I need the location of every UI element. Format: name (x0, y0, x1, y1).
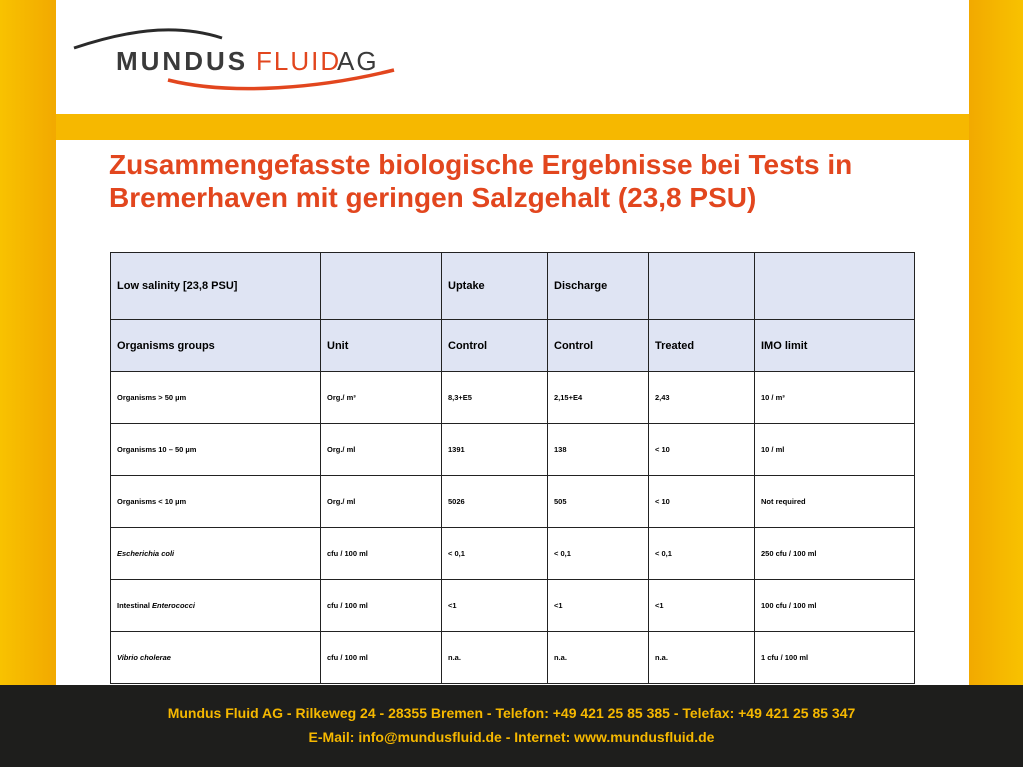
treated-cell: 2,43 (649, 372, 755, 424)
header-cell (649, 253, 755, 320)
organism-group-italic: Enterococci (152, 601, 195, 610)
treated-cell: n.a. (649, 632, 755, 684)
table-row (111, 580, 915, 632)
organism-group-cell (111, 424, 321, 476)
table-row (111, 632, 915, 684)
organism-group-text: Organisms 10 – 50 µm (117, 445, 197, 454)
table-header-row-1 (111, 253, 915, 320)
header-cell: Control (548, 320, 649, 372)
organism-group-cell (111, 372, 321, 424)
organism-group-text: Organisms < 10 µm (117, 497, 187, 506)
left-border (0, 0, 56, 685)
uptake-control-cell: 1391 (442, 424, 548, 476)
imo-limit-cell: 1 cfu / 100 ml (755, 632, 915, 684)
table-row (111, 528, 915, 580)
table-row (111, 476, 915, 528)
treated-cell: < 0,1 (649, 528, 755, 580)
right-border (969, 0, 1023, 685)
uptake-control-cell: <1 (442, 580, 548, 632)
company-logo (72, 22, 402, 98)
organism-group-cell (111, 632, 321, 684)
discharge-control-cell: n.a. (548, 632, 649, 684)
discharge-control-cell: 505 (548, 476, 649, 528)
table-row (111, 424, 915, 476)
header-cell (755, 253, 915, 320)
unit-cell: cfu / 100 ml (321, 580, 442, 632)
imo-limit-cell: 10 / m³ (755, 372, 915, 424)
header-cell: Organisms groups (111, 320, 321, 372)
treated-cell: < 10 (649, 476, 755, 528)
header-cell: Discharge (548, 253, 649, 320)
uptake-control-cell: < 0,1 (442, 528, 548, 580)
unit-cell: cfu / 100 ml (321, 528, 442, 580)
unit-cell: Org./ ml (321, 476, 442, 528)
unit-cell: Org./ ml (321, 424, 442, 476)
footer-contact: E-Mail: info@mundusfluid.de - Internet: www.mundusfluid.de (308, 729, 715, 745)
organism-group-italic: Escherichia coli (117, 549, 175, 558)
discharge-control-cell: 2,15+E4 (548, 372, 649, 424)
imo-limit-cell: 10 / ml (755, 424, 915, 476)
uptake-control-cell: n.a. (442, 632, 548, 684)
table-header-row-2 (111, 320, 915, 372)
organism-group-cell (111, 476, 321, 528)
organism-group-cell (111, 528, 321, 580)
imo-limit-cell: 250 cfu / 100 ml (755, 528, 915, 580)
header-cell: Low salinity [23,8 PSU] (111, 253, 321, 320)
uptake-control-cell: 5026 (442, 476, 548, 528)
header-cell: Treated (649, 320, 755, 372)
treated-cell: < 10 (649, 424, 755, 476)
table-row (111, 372, 915, 424)
unit-cell: Org./ m³ (321, 372, 442, 424)
contact-footer (0, 685, 1023, 767)
header-cell: Uptake (442, 253, 548, 320)
footer-address: Mundus Fluid AG - Rilkeweg 24 - 28355 Bremen - Telefon: +49 421 25 85 385 - Telefax: +49 421 25 85 347 (167, 705, 856, 721)
logo-text-mundus: MUNDUS (116, 46, 249, 76)
organism-group-cell (111, 580, 321, 632)
logo-text-ag: AG (337, 46, 379, 76)
header-cell: Unit (321, 320, 442, 372)
treated-cell: <1 (649, 580, 755, 632)
header-cell: Control (442, 320, 548, 372)
uptake-control-cell: 8,3+E5 (442, 372, 548, 424)
slide-title: Zusammengefasste biologische Ergebnisse bei Tests in Bremerhaven mit geringen Salzgehalt (23,8 PSU) (109, 149, 853, 213)
organism-group-italic: Vibrio cholerae (117, 653, 171, 662)
header-cell (321, 253, 442, 320)
imo-limit-cell: 100 cfu / 100 ml (755, 580, 915, 632)
imo-limit-cell: Not required (755, 476, 915, 528)
header-band (56, 114, 969, 140)
organism-group-text: Organisms > 50 µm (117, 393, 187, 402)
header-cell: IMO limit (755, 320, 915, 372)
unit-cell: cfu / 100 ml (321, 632, 442, 684)
results-table (110, 252, 915, 684)
slide-page (56, 0, 969, 685)
discharge-control-cell: < 0,1 (548, 528, 649, 580)
discharge-control-cell: 138 (548, 424, 649, 476)
discharge-control-cell: <1 (548, 580, 649, 632)
logo-text-fluid: FLUID (256, 46, 342, 76)
organism-group-text: Intestinal (117, 601, 153, 610)
